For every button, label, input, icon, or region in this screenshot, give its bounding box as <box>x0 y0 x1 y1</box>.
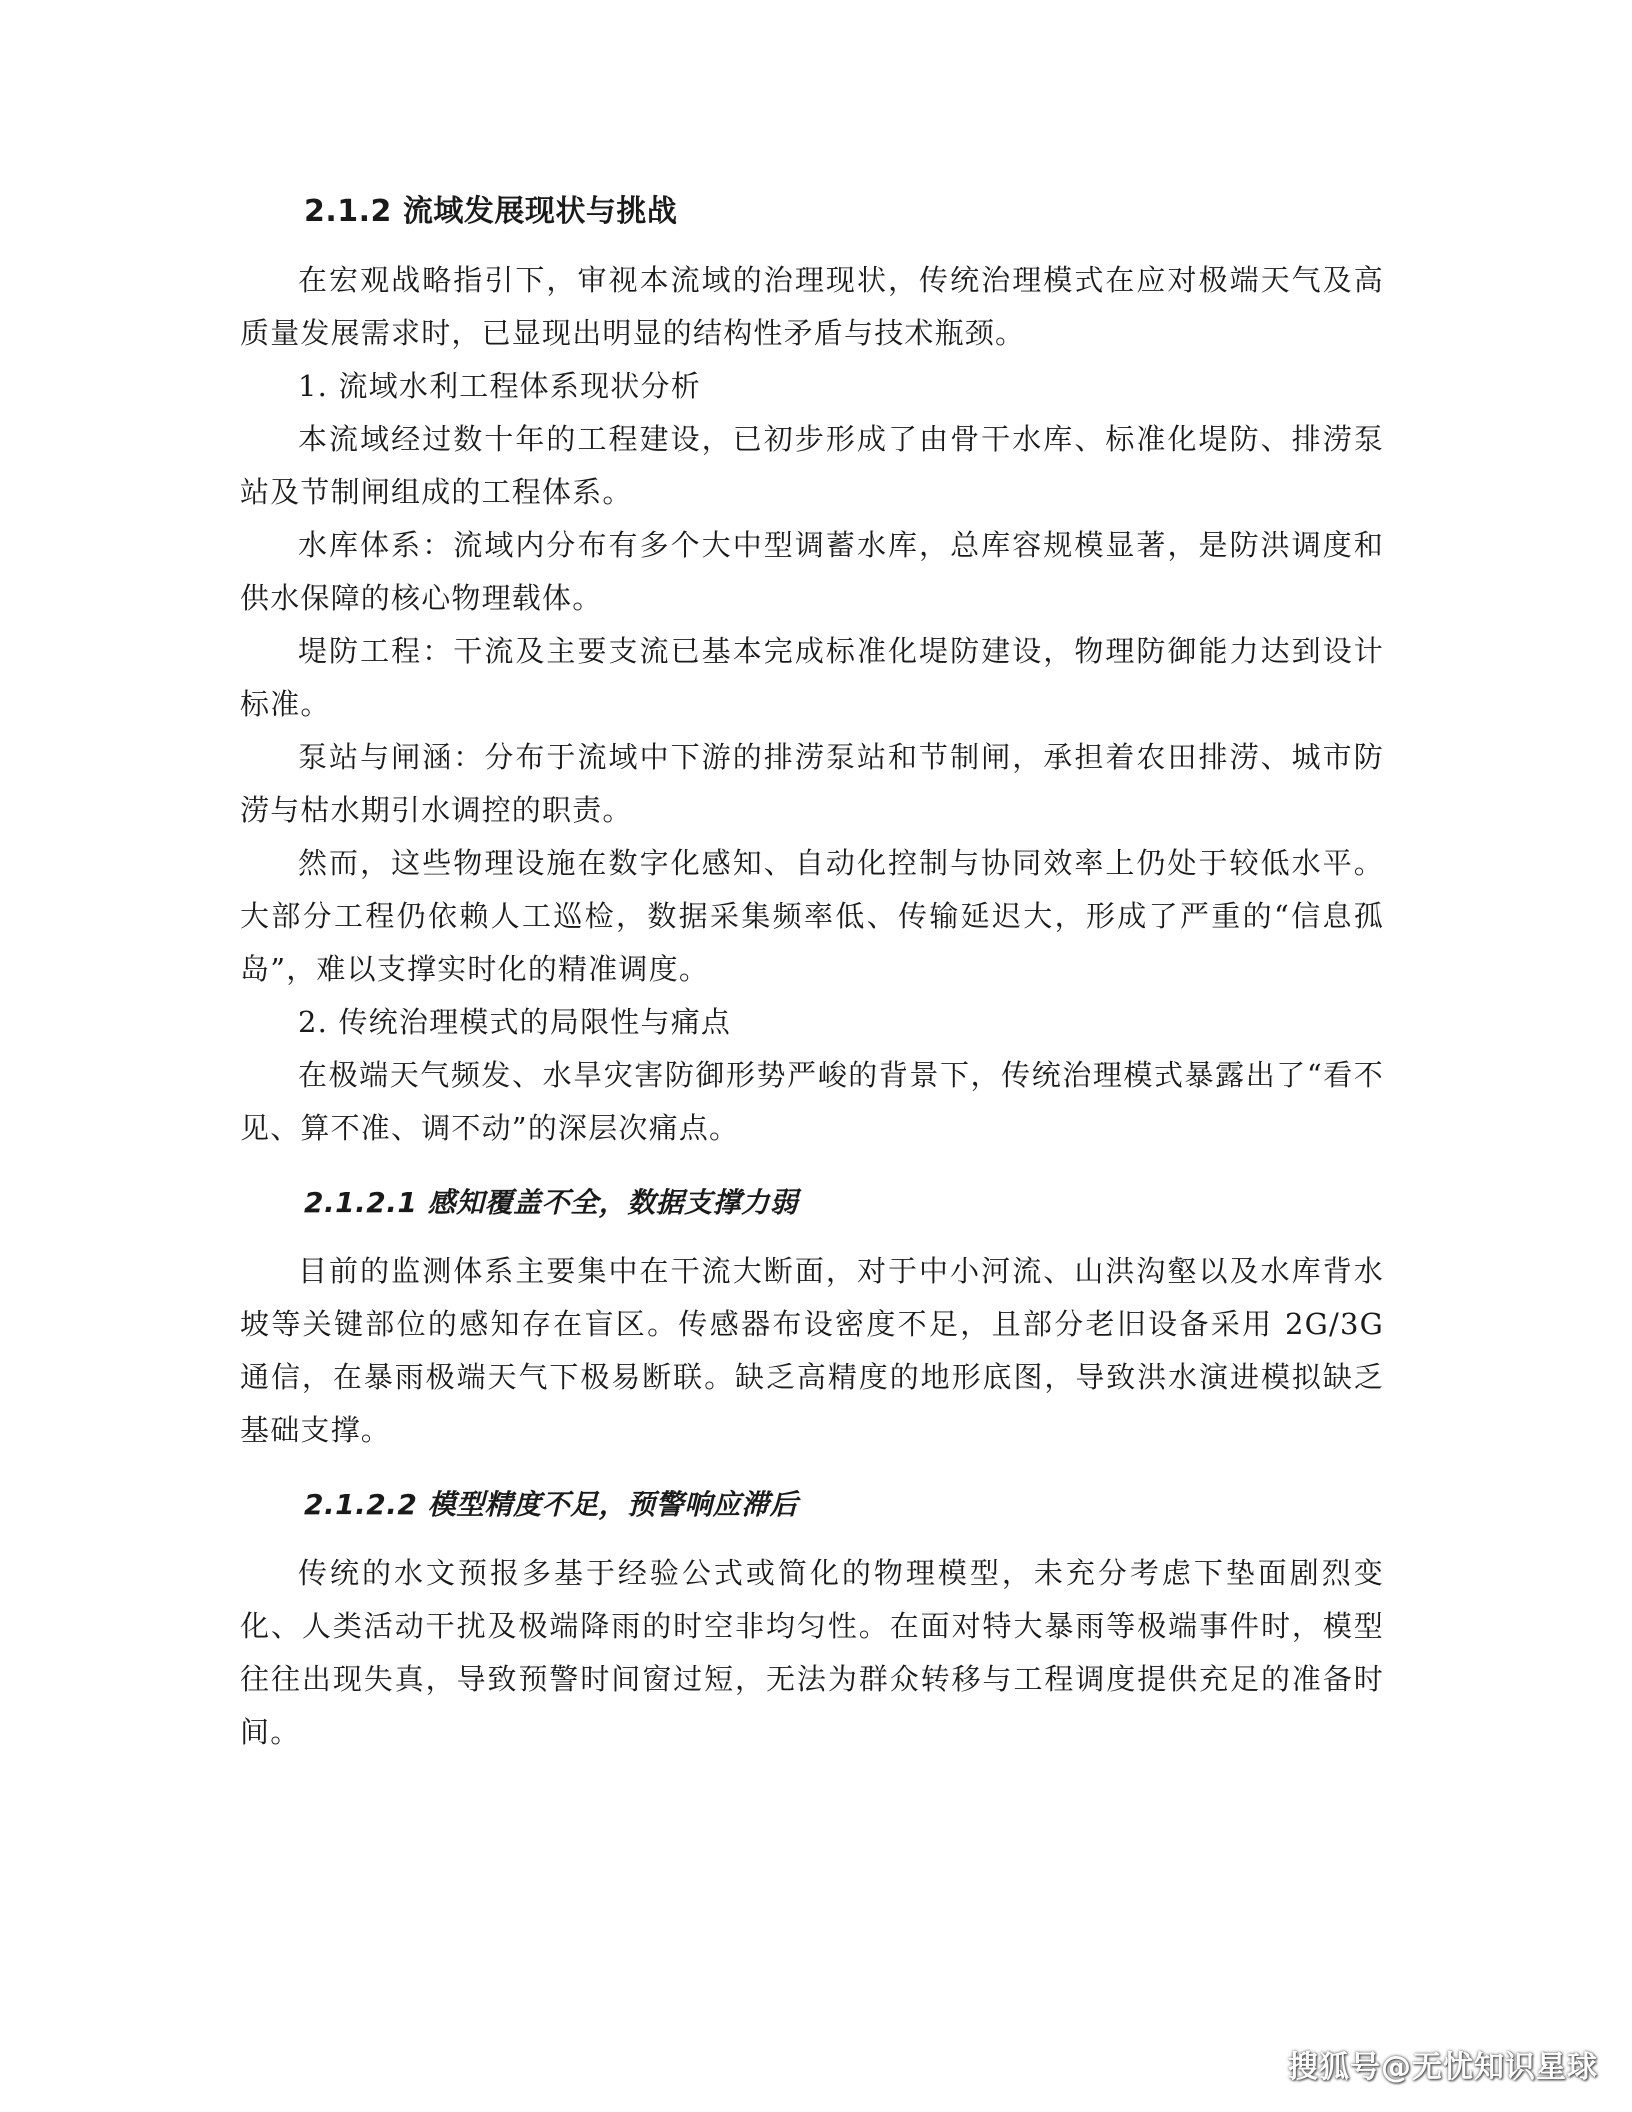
item1-paragraph: 本流域经过数十年的工程建设，已初步形成了由骨干水库、标准化堤防、排涝泵站及节制闸组成的工程体系。 <box>240 422 1384 509</box>
item2-title: 2. 传统治理模式的局限性与痛点 <box>298 1005 732 1039</box>
section-heading: 2.1.2 流域发展现状与挑战 <box>304 194 678 229</box>
intro-paragraph: 在宏观战略指引下，审视本流域的治理现状，传统治理模式在应对极端天气及高质量发展需求时，已显现出明显的结构性矛盾与技术瓶颈。 <box>240 263 1384 350</box>
reservoir-paragraph: 水库体系：流域内分布有多个大中型调蓄水库，总库容规模显著，是防洪调度和供水保障的核心物理载体。 <box>240 528 1384 615</box>
item2-paragraph: 在极端天气频发、水旱灾害防御形势严峻的背景下，传统治理模式暴露出了“看不见、算不准、调不动”的深层次痛点。 <box>240 1058 1384 1145</box>
limitation-paragraph: 然而，这些物理设施在数字化感知、自动化控制与协同效率上仍处于较低水平。大部分工程仍依赖人工巡检，数据采集频率低、传输延迟大，形成了严重的“信息孤岛”，难以支撑实时化的精准调度。 <box>240 846 1384 986</box>
document-page <box>240 190 1384 1759</box>
pump-station-paragraph: 泵站与闸涵：分布于流域中下游的排涝泵站和节制闸，承担着农田排涝、城市防涝与枯水期引水调控的职责。 <box>240 740 1384 827</box>
subsection-1-paragraph: 目前的监测体系主要集中在干流大断面，对于中小河流、山洪沟壑以及水库背水坡等关键部位的感知存在盲区。传感器布设密度不足，且部分老旧设备采用 2G/3G 通信，在暴雨极端天气下极易断联。缺乏高精度的地形底图，导致洪水演进模拟缺乏基础支撑。 <box>240 1254 1384 1447</box>
embankment-paragraph: 堤防工程：干流及主要支流已基本完成标准化堤防建设，物理防御能力达到设计标准。 <box>240 634 1384 721</box>
subsection-heading-1: 2.1.2.1 感知覆盖不全，数据支撑力弱 <box>304 1186 799 1219</box>
item1-title: 1. 流域水利工程体系现状分析 <box>298 369 701 403</box>
watermark: 搜狐号@无忧知识星球 <box>1288 2050 1598 2085</box>
subsection-2-paragraph: 传统的水文预报多基于经验公式或简化的物理模型，未充分考虑下垫面剧烈变化、人类活动干扰及极端降雨的时空非均匀性。在面对特大暴雨等极端事件时，模型往往出现失真，导致预警时间窗过短，无法为群众转移与工程调度提供充足的准备时间。 <box>240 1556 1384 1749</box>
subsection-heading-2: 2.1.2.2 模型精度不足，预警响应滞后 <box>304 1488 799 1521</box>
